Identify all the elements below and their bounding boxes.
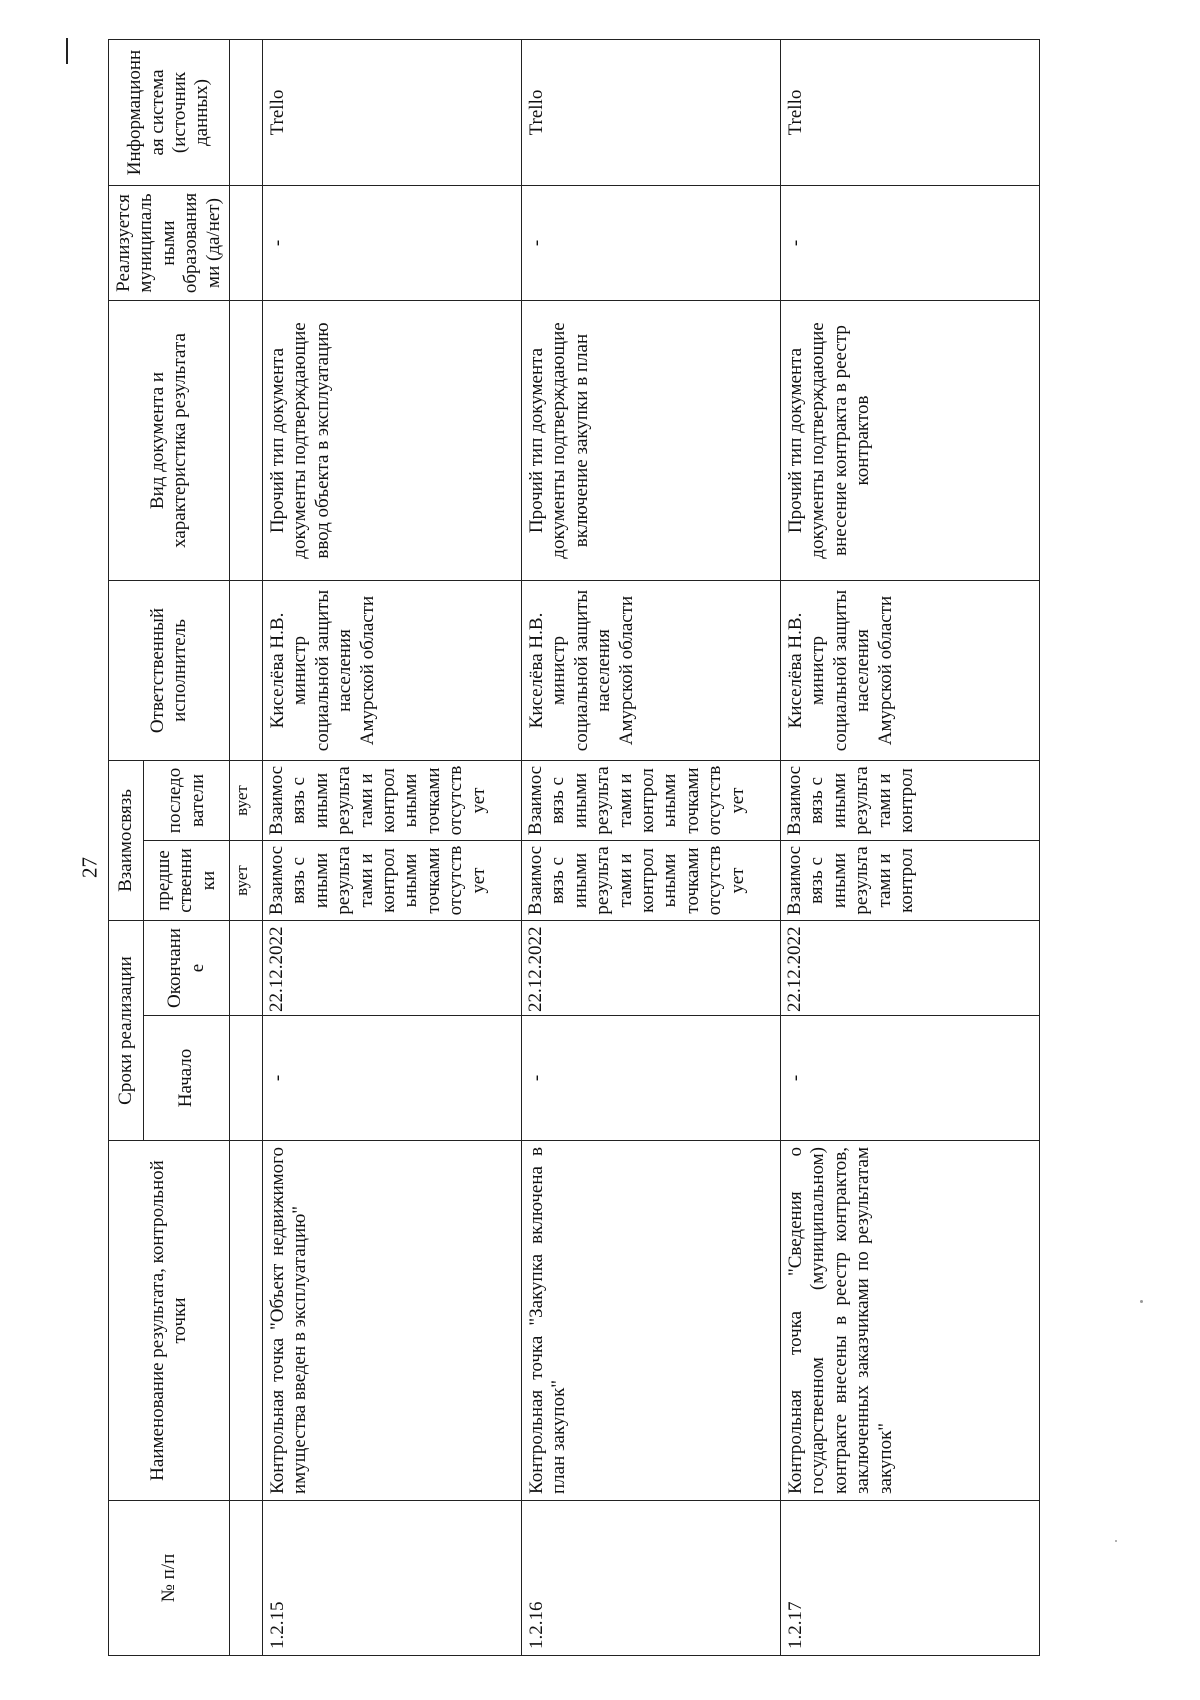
row-municipal: - [522, 186, 781, 301]
control-points-table [108, 39, 1040, 1656]
table-row [522, 40, 781, 1656]
row-end: 22.12.2022 [522, 921, 781, 1016]
carry-cell [230, 1501, 263, 1656]
row-name: Контрольная точка "Объект недвижимого имущества введен в эксплуатацию" [263, 1141, 522, 1501]
header-system: Информационная система (источник данных) [109, 40, 230, 186]
carry-predecessors: вует [230, 841, 263, 921]
row-num: 1.2.15 [263, 1501, 522, 1656]
row-municipal: - [781, 186, 1040, 301]
row-system: Trello [522, 40, 781, 186]
header-predecessors: предшественники [144, 841, 230, 921]
scan-speck [1140, 1300, 1143, 1303]
header-successors: последователи [144, 761, 230, 841]
row-num: 1.2.16 [522, 1501, 781, 1656]
header-doc: Вид документа и характеристика результата [109, 301, 230, 581]
header-name: Наименование результата, контрольной точки [109, 1141, 230, 1501]
row-start: - [781, 1016, 1040, 1141]
row-successors: Взаимосвязь с иными результатами и контрольными точками отсутствует [522, 761, 781, 841]
row-responsible: Киселёва Н.В. министр социальной защиты населения Амурской области [263, 581, 522, 761]
header-municipal: Реализуется муниципальными образованиями (да/нет) [109, 186, 230, 301]
carry-cell [230, 1141, 263, 1501]
carry-cell [230, 186, 263, 301]
row-name: Контрольная точка "Закупка включена в план закупок" [522, 1141, 781, 1501]
row-start: - [522, 1016, 781, 1141]
row-predecessors: Взаимосвязь с иными результатами и контрольными точками отсутствует [263, 841, 522, 921]
row-municipal: - [263, 186, 522, 301]
header-start: Начало [144, 1016, 230, 1141]
table-row [263, 40, 522, 1656]
rotated-table-container [108, 40, 1132, 1656]
row-responsible: Киселёва Н.В. министр социальной защиты населения Амурской области [522, 581, 781, 761]
row-successors: Взаимосвязь с иными результатами и контрольными точками отсутствует [263, 761, 522, 841]
row-start: - [263, 1016, 522, 1141]
header-num: № п/п [109, 1501, 230, 1656]
header-row-1 [109, 40, 144, 1656]
row-responsible: Киселёва Н.В. министр социальной защиты населения Амурской области [781, 581, 1040, 761]
header-relation: Взаимосвязь [109, 761, 144, 921]
header-end: Окончание [144, 921, 230, 1016]
carry-cell [230, 301, 263, 581]
table-row [781, 40, 1040, 1656]
carry-cell [230, 40, 263, 186]
row-doc: Прочий тип документа документы подтверждающие внесение контракта в реестр контрактов [781, 301, 1040, 581]
row-name: Контрольная точка "Сведения о государственном (муниципальном) контракте внесены в реестр контрактов, заключенных заказчиками по результатам закупок" [781, 1141, 1040, 1501]
header-terms: Сроки реализации [109, 921, 144, 1141]
header-responsible: Ответственный исполнитель [109, 581, 230, 761]
carry-cell [230, 921, 263, 1016]
row-successors: Взаимосвязь с иными результатами и контрол [781, 761, 1040, 841]
page-number: 27 [77, 857, 102, 878]
corner-mark [66, 38, 68, 64]
carry-cell [230, 581, 263, 761]
carry-over-row [230, 40, 263, 1656]
row-predecessors: Взаимосвязь с иными результатами и контрол [781, 841, 1040, 921]
carry-cell [230, 1016, 263, 1141]
row-end: 22.12.2022 [263, 921, 522, 1016]
row-num: 1.2.17 [781, 1501, 1040, 1656]
row-predecessors: Взаимосвязь с иными результатами и контрольными точками отсутствует [522, 841, 781, 921]
row-system: Trello [263, 40, 522, 186]
row-doc: Прочий тип документа документы подтверждающие ввод объекта в эксплуатацию [263, 301, 522, 581]
carry-successors: вует [230, 761, 263, 841]
row-end: 22.12.2022 [781, 921, 1040, 1016]
row-doc: Прочий тип документа документы подтверждающие включение закупки в план [522, 301, 781, 581]
row-system: Trello [781, 40, 1040, 186]
